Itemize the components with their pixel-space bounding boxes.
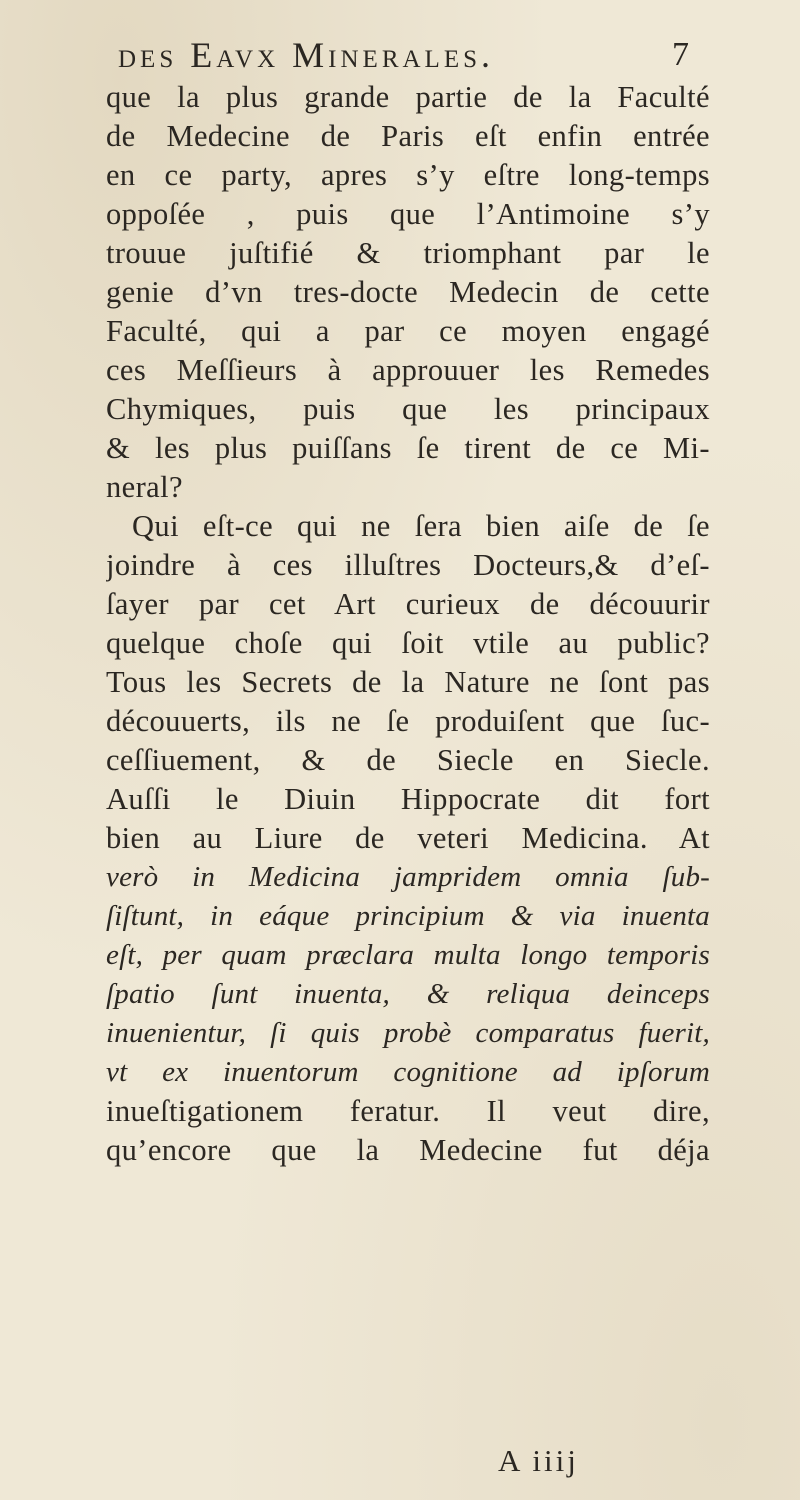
text-line: Tous les Secrets de la Nature ne ſont pas	[106, 665, 710, 699]
text-line: Qui eſt-ce qui ne ſera bien aiſe de ſe	[132, 509, 710, 543]
text-line: de Medecine de Paris eſt enfin entrée	[106, 119, 710, 153]
text-line: quelque choſe qui ſoit vtile au public?	[106, 626, 710, 660]
text-line: neral?	[106, 470, 183, 504]
text-line-italic: ſpatio ſunt inuenta, & reliqua deinceps	[106, 978, 710, 1010]
text-line: Auſſi le Diuin Hippocrate dit fort	[106, 782, 710, 816]
text-line: trouue juſtifié & triomphant par le	[106, 236, 710, 270]
text-line: inueſtigationem feratur. Il veut dire,	[106, 1094, 710, 1128]
text-line: bien au Liure de veteri Medicina. At	[106, 821, 710, 855]
text-line: qu’encore que la Medecine fut déja	[106, 1133, 710, 1167]
text-line-italic: inuenientur, ſi quis probè comparatus fuerit,	[106, 1017, 710, 1049]
text-line: oppoſée , puis que l’Antimoine s’y	[106, 197, 710, 231]
text-line-italic: eſt, per quam præclara multa longo temporis	[106, 939, 710, 971]
page-number: 7	[672, 36, 689, 73]
running-title: des Eavx Minerales.	[118, 35, 494, 75]
text-line-italic: verò in Medicina jampridem omnia ſub-	[106, 861, 710, 893]
body-text	[106, 78, 710, 1170]
text-line: ceſſiuement, & de Siecle en Siecle.	[106, 743, 710, 777]
text-line: ſayer par cet Art curieux de découurir	[106, 587, 710, 621]
text-line-italic: ſiſtunt, in eáque principium & via inuenta	[106, 900, 710, 932]
text-line: & les plus puiſſans ſe tirent de ce Mi-	[106, 431, 710, 465]
text-line: genie d’vn tres-docte Medecin de cette	[106, 275, 710, 309]
text-line: ces Meſſieurs à approuuer les Remedes	[106, 353, 710, 387]
text-line: en ce party, apres s’y eſtre long-temps	[106, 158, 710, 192]
text-line: Faculté, qui a par ce moyen engagé	[106, 314, 710, 348]
text-line: joindre à ces illuſtres Docteurs,& d’eſ-	[106, 548, 710, 582]
text-line: que la plus grande partie de la Faculté	[106, 80, 710, 114]
text-line: Chymiques, puis que les principaux	[106, 392, 710, 426]
text-line: découuerts, ils ne ſe produiſent que ſuc-	[106, 704, 710, 738]
signature-mark: A iiij	[498, 1443, 579, 1478]
text-line-italic: vt ex inuentorum cognitione ad ipſorum	[106, 1056, 710, 1088]
